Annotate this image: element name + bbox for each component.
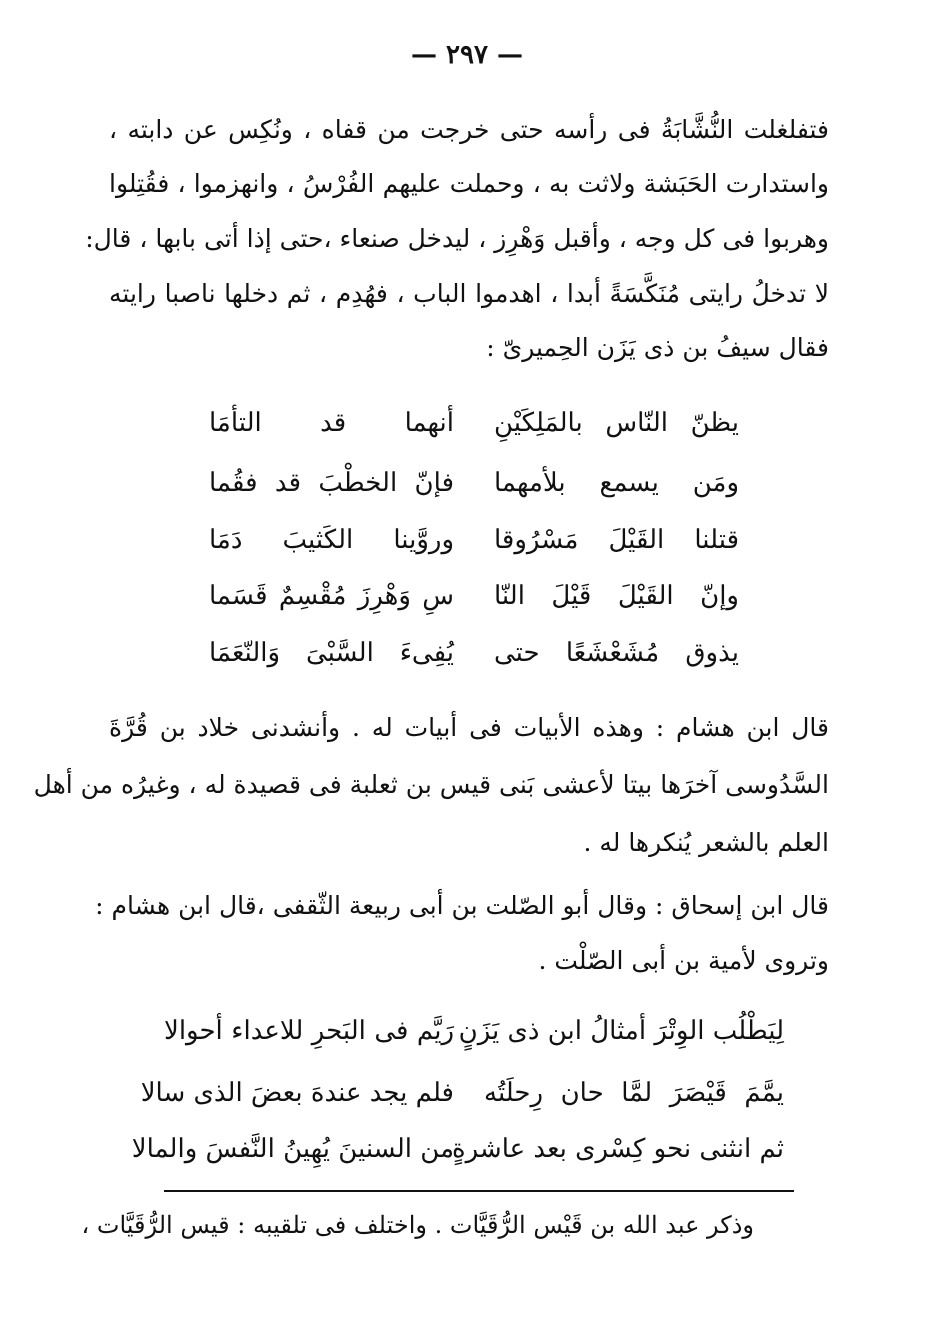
paragraph-3-line-1: قال ابن إسحاق : وقال أبو الصّلت بن أبى ربيعة الثّقفى ،قال ابن هشام :	[95, 891, 829, 920]
verse-first-hemistich: لِيَطْلُب الوِتْرَ أمثالُ ابن ذى يَزَنٍ	[458, 1016, 784, 1046]
verse-first-hemistich: يمَّمَ قَيْصَرَ لمَّا حان رِحلَتُه	[484, 1078, 784, 1108]
verse-first-hemistich: يظنّ النّاس بالمَلِكَيْنِ	[494, 408, 739, 438]
verse-first-hemistich: وإنّ القَيْلَ قَيْلَ النّا	[494, 581, 739, 611]
verse-first-hemistich: ومَن يسمع بلأمهما	[494, 468, 739, 498]
verse-second-hemistich: أنهما قد التأمَا	[209, 408, 454, 438]
paragraph-1-line-1: فتفلغلت النُّشَّابَةُ فى رأسه حتى خرجت من قفاه ، ونُكِس عن دابته ،	[109, 115, 829, 144]
poem-1-verse	[209, 521, 739, 559]
poem-1-verse	[209, 404, 739, 442]
verse-second-hemistich: فلم يجد عندهَ بعضَ الذى سالا	[140, 1078, 454, 1108]
paragraph-2-line-2: السَّدُوسى آخرَها بيتا لأعشى بَنى قيس بن ثعلبة فى قصيدة له ، وغيرُه من أهل	[33, 770, 829, 799]
verse-first-hemistich: قتلنا القَيْلَ مَسْرُوقا	[494, 525, 739, 555]
footnote-divider	[164, 1190, 794, 1192]
verse-second-hemistich: وروَّينا الكَثيبَ دَمَا	[209, 525, 454, 555]
footnote: وذكر عبد الله بن قَيْس الرُّقَيَّات . واختلف فى تلقيبه : قيس الرُّقَيَّات ،	[81, 1211, 754, 1239]
verse-second-hemistich: يُفِىءَ السَّبْىَ وَالنّعَمَا	[209, 638, 454, 668]
verse-second-hemistich: رَيَّم فى البَحرِ للاعداء أحوالا	[164, 1016, 454, 1046]
poem-2-verse	[164, 1012, 784, 1050]
paragraph-1-line-3: وهربوا فى كل وجه ، وأقبل وَهْرِز ، ليدخل صنعاء ،حتى إذا أتى بابها ، قال:	[85, 224, 829, 253]
verse-second-hemistich: سِ وَهْرِزَ مُقْسِمٌ قَسَما	[209, 581, 454, 611]
paragraph-1-line-4: لا تدخلُ رايتى مُنَكَّسَةً أبدا ، اهدموا الباب ، فهُدِم ، ثم دخلها ناصبا رايته	[109, 279, 829, 308]
paragraph-2-line-3: العلم بالشعر يُنكرها له .	[583, 828, 829, 857]
poem-2-verse	[140, 1074, 784, 1112]
verse-first-hemistich: ثم انثنى نحو كِسْرى بعد عاشرةٍ	[451, 1134, 784, 1164]
page-number: — ٢٩٧ —	[410, 40, 524, 70]
poem-2-verse	[131, 1130, 784, 1168]
verse-second-hemistich: فإنّ الخطْبَ قد فقُما	[209, 468, 454, 498]
paragraph-3-line-2: وتروى لأمية بن أبى الصّلْت .	[538, 946, 829, 975]
poem-1-verse	[209, 577, 739, 615]
poem-1-verse	[209, 464, 739, 502]
paragraph-1-line-2: واستدارت الحَبَشة ولاثت به ، وحملت عليهم الفُرْسُ ، وانهزموا ، فقُتِلوا	[109, 169, 829, 198]
paragraph-2-line-1: قال ابن هشام : وهذه الأبيات فى أبيات له . وأنشدنى خلاد بن قُرَّةَ	[109, 713, 829, 742]
verse-second-hemistich: من السنينَ يُهِينُ النَّفسَ والمالا	[131, 1134, 454, 1164]
paragraph-1-line-5: فقال سيفُ بن ذى يَزَن الحِميرىّ :	[486, 333, 829, 362]
poem-1-verse	[209, 634, 739, 672]
verse-first-hemistich: يذوق مُشَعْشَعًا حتى	[494, 638, 739, 668]
